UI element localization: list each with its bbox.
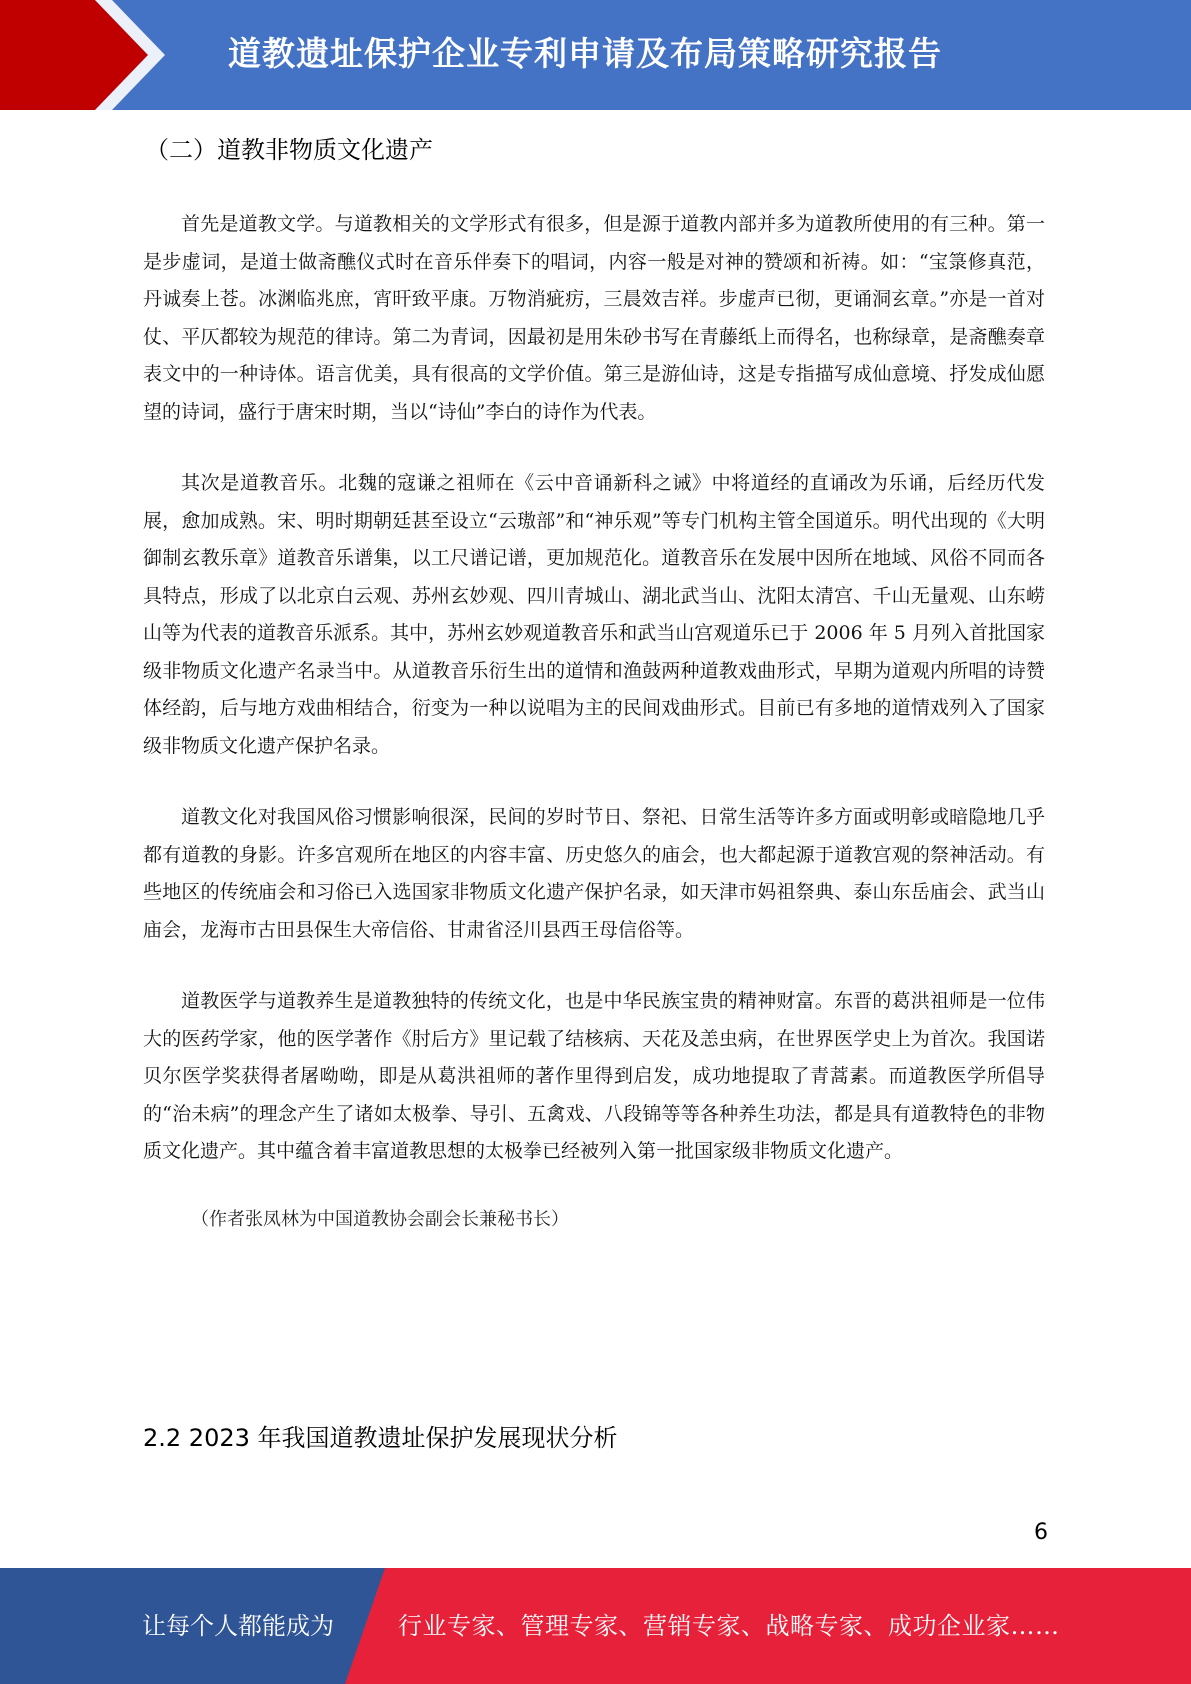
author-note: （作者张凤林为中国道教协会副会长兼秘书长）	[191, 1208, 569, 1230]
paragraph-medicine: 道教医学与道教养生是道教独特的传统文化，也是中华民族宝贵的精神财富。东晋的葛洪祖师是一位伟大的医药学家，他的医学著作《肘后方》里记载了结核病、天花及恙虫病，在世界医学史上为首次。我国诺贝尔医学奖获得者屠呦呦，即是从葛洪祖师的著作里得到启发，成功地提取了青蒿素。而道教医学所倡导的“治未病”的理念产生了诸如太极拳、导引、五禽戏、八段锦等等各种养生功法，都是具有道教特色的非物质文化遗产。其中蕴含着丰富道教思想的太极拳已经被列入第一批国家级非物质文化遗产。	[143, 990, 1045, 1162]
subsection-title: 2.2 2023 年我国道教遗址保护发展现状分析	[143, 1424, 618, 1452]
footer-slogan-right: 行业专家、管理专家、营销专家、战略专家、成功企业家……	[398, 1612, 1060, 1640]
header-title: 道教遗址保护企业专利申请及布局策略研究报告	[228, 34, 942, 73]
section-title: （二）道教非物质文化遗产	[145, 136, 433, 164]
paragraph-music: 其次是道教音乐。北魏的寇谦之祖师在《云中音诵新科之诫》中将道经的直诵改为乐诵，后经历代发展，愈加成熟。宋、明时期朝廷甚至设立“云璈部”和“神乐观”等专门机构主管全国道乐。明代出现的《大明御制玄教乐章》道教音乐谱集，以工尺谱记谱，更加规范化。道教音乐在发展中因所在地域、风俗不同而各具特点，形成了以北京白云观、苏州玄妙观、四川青城山、湖北武当山、沈阳太清宫、千山无量观、山东崂山等为代表的道教音乐派系。其中，苏州玄妙观道教音乐和武当山宫观道乐已于 2006 年 5 月列入首批国家级非物质文化遗产名录当中。从道教音乐衍生出的道情和渔鼓两种道教戏曲形式，早期为道观内所唱的诗赞体经韵，后与地方戏曲相结合，衍变为一种以说唱为主的民间戏曲形式。目前已有多地的道情戏列入了国家级非物质文化遗产保护名录。	[143, 472, 1045, 757]
article-body	[143, 206, 1045, 1235]
page-footer	[0, 1568, 1191, 1684]
paragraph-literature: 首先是道教文学。与道教相关的文学形式有很多，但是源于道教内部并多为道教所使用的有三种。第一是步虚词，是道士做斋醮仪式时在音乐伴奏下的唱词，内容一般是对神的赞颂和祈祷。如：“宝箓修真范，丹诚奏上苍。冰渊临兆庶，宵旰致平康。万物消疵疠，三晨效吉祥。步虚声已彻，更诵洞玄章。”亦是一首对仗、平仄都较为规范的律诗。第二为青词，因最初是用朱砂书写在青藤纸上而得名，也称绿章，是斋醮奏章表文中的一种诗体。语言优美，具有很高的文学价值。第三是游仙诗，这是专指描写成仙意境、抒发成仙愿望的诗词，盛行于唐宋时期，当以“诗仙”李白的诗作为代表。	[143, 213, 1045, 423]
footer-slogan-left: 让每个人都能成为	[142, 1612, 334, 1640]
page-number: 6	[1034, 1520, 1048, 1545]
page-header	[0, 0, 1191, 110]
paragraph-customs: 道教文化对我国风俗习惯影响很深，民间的岁时节日、祭祀、日常生活等许多方面或明彰或暗隐地几乎都有道教的身影。许多宫观所在地区的内容丰富、历史悠久的庙会，也大都起源于道教宫观的祭神活动。有些地区的传统庙会和习俗已入选国家非物质文化遗产保护名录，如天津市妈祖祭典、泰山东岳庙会、武当山庙会，龙海市古田县保生大帝信俗、甘肃省泾川县西王母信俗等。	[143, 806, 1045, 941]
